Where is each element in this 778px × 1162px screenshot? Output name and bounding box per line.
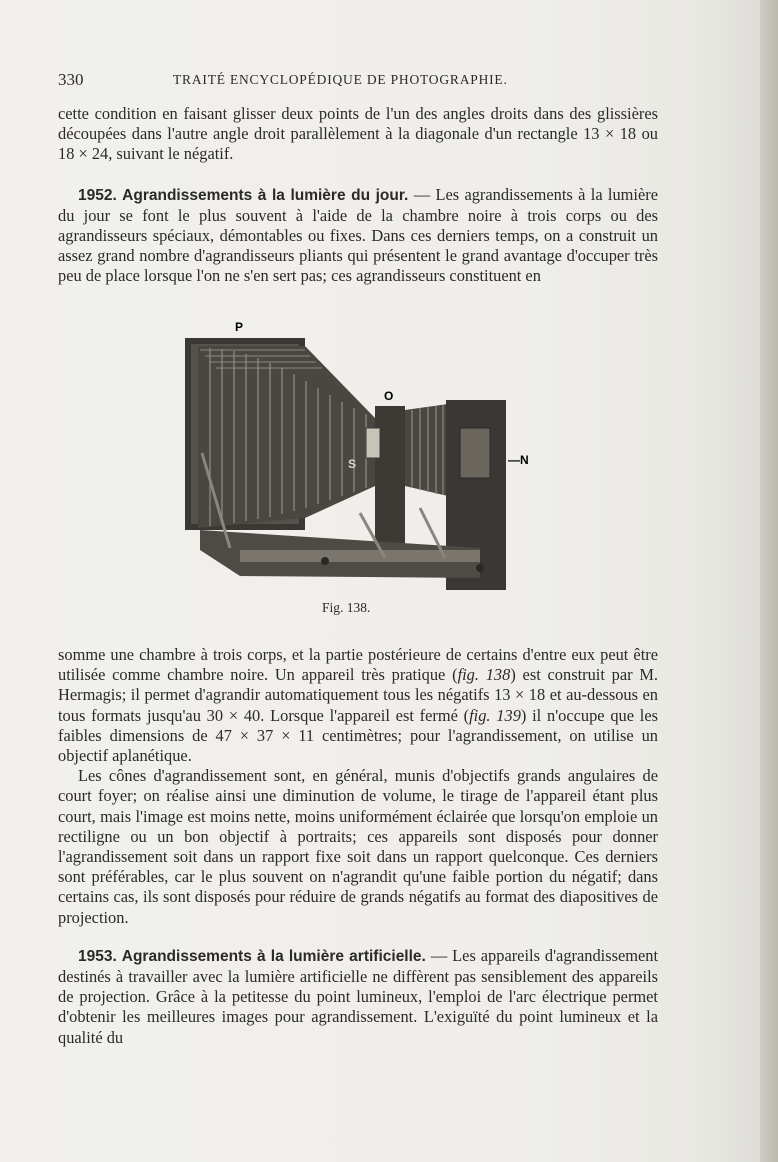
paragraph-text: ) est construit par M. Hermagis; il permet d'agrandir automatiquement tous les négatifs 13 × 18 et au-dessous en tous formats jusqu'au 30 × 40. Lorsque l'appareil est fermé ( xyxy=(58,665,659,725)
section-title: Agrandissements à la lumière du jour. xyxy=(122,186,409,204)
paragraph-hermagis xyxy=(58,645,658,766)
paragraph-continuation: cette condition en faisant glisser deux points de l'un des angles droits dans des glissières découpées dans l'autre angle droit parallèlement à la diagonale d'un rectangle 13 × 18 ou 18 × 24, suivant le négatif. xyxy=(58,104,658,164)
section-number: 1952. xyxy=(78,186,117,204)
label-p: P xyxy=(235,320,244,334)
running-title: TRAITÉ ENCYCLOPÉDIQUE DE PHOTOGRAPHIE. xyxy=(173,72,508,87)
paragraph-text: somme une chambre à trois corps, et la partie postérieure de certains d'entre eux peut être utilisée comme chambre noire. Un appareil très pratique ( xyxy=(58,645,658,685)
text-block-bottom xyxy=(58,645,658,1048)
page-edge xyxy=(760,0,778,1162)
enlarger-drawing xyxy=(180,318,540,598)
page-number: 330 xyxy=(58,70,84,89)
figure-reference: fig. 139 xyxy=(469,705,521,725)
figure-reference: fig. 138 xyxy=(457,665,511,685)
lens-plate xyxy=(366,428,380,458)
section-title: Agrandissements à la lumière artificielle. xyxy=(121,947,426,965)
label-n: —N xyxy=(508,453,529,467)
section-1952 xyxy=(58,185,658,287)
label-s: S xyxy=(348,457,357,471)
section-1953 xyxy=(58,946,658,1048)
section-number: 1953. xyxy=(78,947,117,965)
figure-enlarger-illustration xyxy=(180,318,540,598)
label-o: O xyxy=(384,389,394,403)
negative-holder xyxy=(460,428,490,478)
text-block-top xyxy=(58,104,658,287)
rail-knob-right xyxy=(476,564,484,572)
paragraph-text: ) il n'occupe que les faibles dimensions de 47 × 37 × 11 centimètres; pour l'agrandissement, on utilise un objectif aplanétique. xyxy=(58,705,659,766)
section-text: — Les appareils d'agrandissement destinés à travailler avec la lumière artificielle ne diffèrent pas sensiblement des appareils de projection. Grâce à la petitesse du point lumineux, l'emploi de l'arc électrique permet d'obtenir les meilleures images pour agrandissement. L'exiguïté du point lumineux et la qualité du xyxy=(58,945,658,1047)
main-bellows xyxy=(198,346,375,528)
paragraph-cones: Les cônes d'agrandissement sont, en général, munis d'objectifs grands angulaires de court foyer; on réalise ainsi une diminution de volume, le tirage de l'appareil étant plus court, mais l'image est moins nette, moins uniformément éclairée que lorsqu'on emploie un rectiligne ou un bon objectif à portraits; ces appareils sont disposés pour donner l'agrandissement soit dans un rapport fixe soit dans un rapport quelconque. Ces derniers sont préférables, car le plus souvent on n'agrandit qu'une faible portion du négatif; dans certains cas, ils sont disposés pour réduire de grands négatifs au format des diapositives de projection. xyxy=(58,766,658,927)
rail-knob-left xyxy=(321,557,329,565)
page-header xyxy=(58,70,658,92)
section-text: — Les agrandissements à la lumière du jour se font le plus souvent à l'aide de la chambre noire à trois corps ou des agrandisseurs spéciaux, démontables ou fixes. Dans ces derniers temps, on a construit un assez grand nombre d'agrandisseurs pliants qui présentent le grand avantage d'occuper très peu de place lorsque l'on ne s'en sert pas; ces agrandisseurs constituent en xyxy=(58,184,658,286)
figure-caption: Fig. 138. xyxy=(322,600,371,615)
